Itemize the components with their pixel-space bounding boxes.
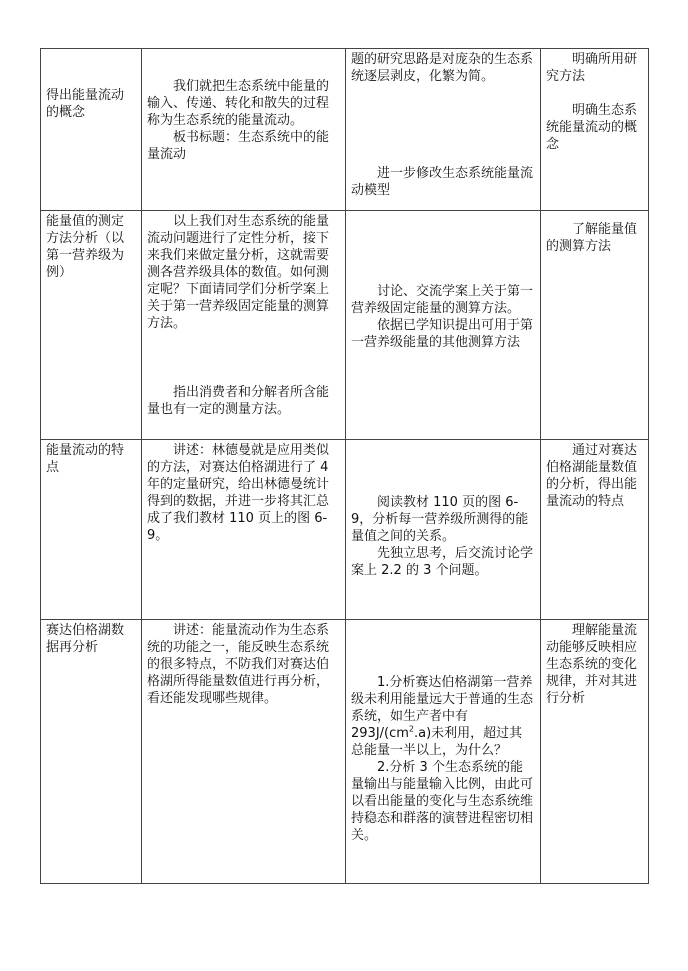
intent-cell (541, 211, 649, 440)
teacher-activity-cell (142, 620, 346, 884)
intent-text: 通过对赛达伯格湖能量数值的分析，得出能量流动的特点 (546, 443, 638, 509)
teacher-activity-cell (142, 440, 346, 620)
student-text (351, 674, 535, 759)
teacher-text: 板书标题：生态系统中的能量流动 (147, 130, 330, 162)
intent-text: 明确所用研究方法 (546, 52, 638, 84)
table-row (41, 440, 649, 620)
topic-text: 得出能量流动的概念 (46, 88, 125, 120)
topic-cell (41, 211, 142, 440)
teacher-activity-cell (142, 49, 346, 211)
student-text: 阅读教材 110 页的图 6-9，分析每一营养级所测得的能量值之间的关系。 (351, 495, 529, 544)
topic-text: 能量值的测定方法分析（以第一营养级为例） (46, 214, 125, 280)
student-activity-cell (346, 620, 541, 884)
student-activity-cell (346, 440, 541, 620)
superscript: 2 (408, 724, 415, 734)
table-row (41, 49, 649, 211)
student-text-part: .a)未利用，超过其总能量一半以上，为什么？ (351, 726, 523, 758)
topic-cell (41, 49, 142, 211)
student-text: 讨论、交流学案上关于第一营养级固定能量的测算方法。 (351, 284, 534, 316)
topic-cell (41, 440, 142, 620)
topic-text: 能量流动的特点 (46, 443, 125, 475)
table-row (41, 620, 649, 884)
student-text: 依据已学知识提出可用于第一营养级能量的其他测算方法 (351, 318, 534, 350)
teacher-activity-cell (142, 211, 346, 440)
topic-cell (41, 620, 142, 884)
student-activity-cell (346, 211, 541, 440)
student-activity-cell (346, 49, 541, 211)
student-text: 题的研究思路是对庞杂的生态系统逐层剥皮，化繁为简。 (351, 52, 534, 84)
teacher-text: 讲述：能量流动作为生态系统的功能之一，能反映生态系统的很多特点，不防我们对赛达伯格湖所得能量数值进行再分析，看还能发现哪些规律。 (147, 623, 330, 706)
student-text: 进一步修改生态系统能量流动模型 (351, 166, 534, 198)
teacher-text: 指出消费者和分解者所含能量也有一定的测量方法。 (147, 385, 330, 417)
intent-text: 了解能量值的测算方法 (546, 222, 638, 254)
table-row (41, 211, 649, 440)
intent-cell (541, 49, 649, 211)
student-text: 先独立思考，后交流讨论学案上 2.2 的 3 个问题。 (351, 546, 534, 578)
intent-cell (541, 440, 649, 620)
topic-text: 赛达伯格湖数据再分析 (46, 623, 125, 655)
student-text-part: 1.分析赛达伯格湖第一营养级未利用能量远大于普通的生态系统，如生产者中有 293J/(cm (351, 675, 534, 741)
intent-text: 理解能量流动能够反映相应生态系统的变化规律，并对其进行分析 (546, 623, 638, 706)
lesson-plan-table (40, 48, 649, 884)
teacher-text: 讲述：林德曼就是应用类似的方法，对赛达伯格湖进行了 4 年的定量研究，给出林德曼统计得到的数据，并进一步将其汇总成了我们教材 110 页上的图 6-9。 (147, 443, 330, 543)
student-text: 2.分析 3 个生态系统的能量输出与能量输入比例，由此可以看出能量的变化与生态系统维持稳态和群落的演替进程密切相关。 (351, 760, 534, 843)
teacher-text: 以上我们对生态系统的能量流动问题进行了定性分析，接下来我们来做定量分析，这就需要测各营养级具体的数值。如何测定呢？下面请同学们分析学案上关于第一营养级固定能量的测算方法。 (147, 214, 330, 331)
teacher-text: 我们就把生态系统中能量的输入、传递、转化和散失的过程称为生态系统的能量流动。 (147, 79, 330, 128)
intent-cell (541, 620, 649, 884)
intent-text: 明确生态系统能量流动的概念 (546, 103, 638, 152)
